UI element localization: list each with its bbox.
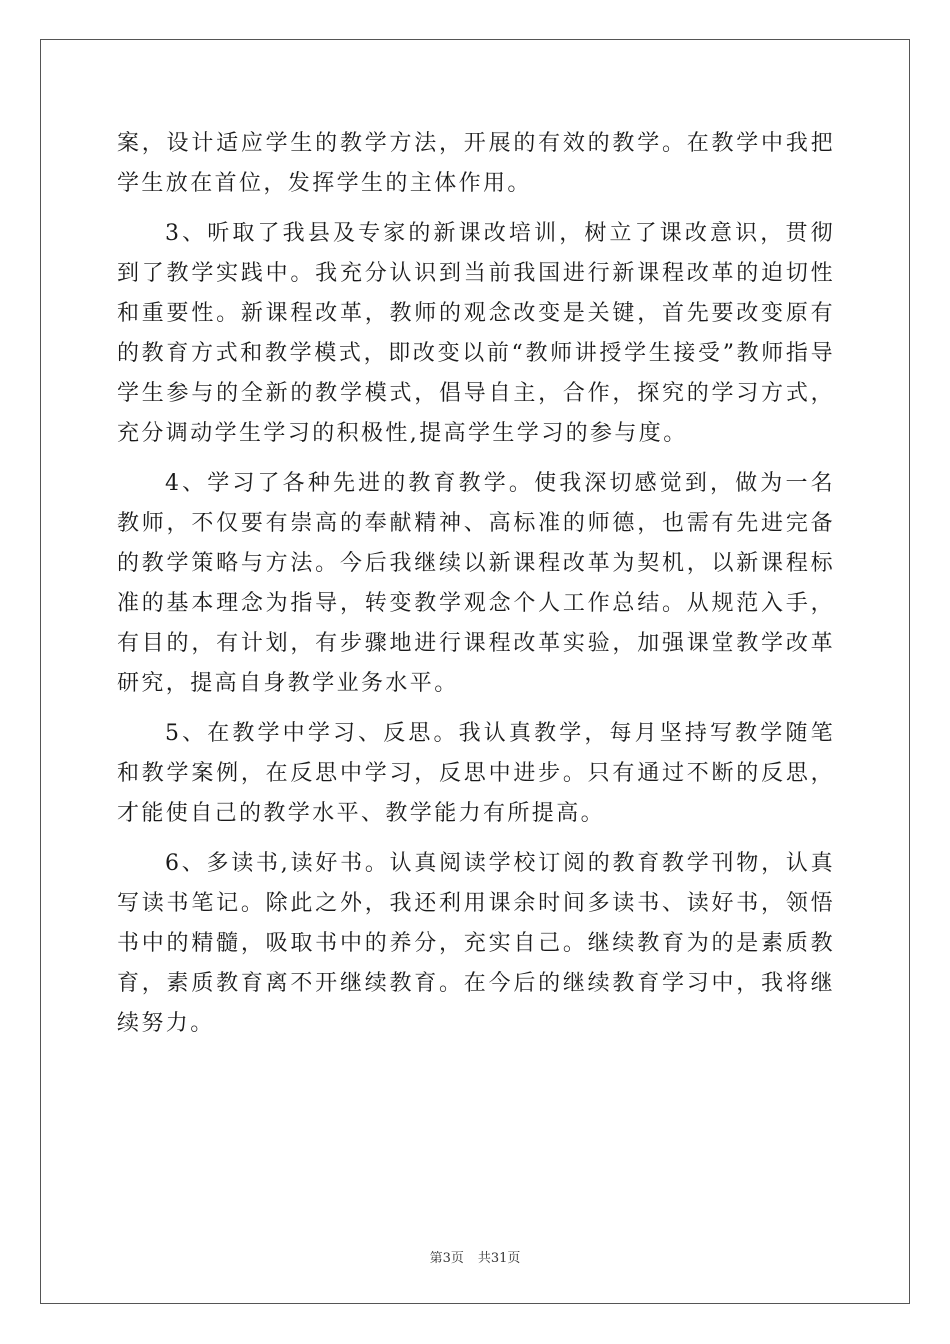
paragraph-3: 4、学习了各种先进的教育教学。使我深切感觉到，做为一名教师，不仅要有崇高的奉献精神、高标准的师德，也需有先进完备的教学策略与方法。今后我继续以新课程改革为契机，以新课程标准的基本理念为指导，转变教学观念个人工作总结。从规范入手，有目的，有计划，有步骤地进行课程改革实验，加强课堂教学改革研究，提高自身教学业务水平。	[117, 471, 835, 696]
page-total: 共31页	[477, 1251, 521, 1266]
paragraph-4: 5、在教学中学习、反思。我认真教学，每月坚持写教学随笔和教学案例，在反思中学习，反思中进步。只有通过不断的反思，才能使自己的教学水平、教学能力有所提高。	[117, 721, 835, 826]
paragraph-1: 案，设计适应学生的教学方法，开展的有效的教学。在教学中我把学生放在首位，发挥学生的主体作用。	[117, 131, 835, 196]
page-number: 第3页	[429, 1251, 464, 1266]
document-body	[117, 124, 835, 1054]
page-footer	[0, 1247, 950, 1266]
paragraph-5: 6、多读书,读好书。认真阅读学校订阅的教育教学刊物，认真写读书笔记。除此之外，我还利用课余时间多读书、读好书，领悟书中的精髓，吸取书中的养分，充实自己。继续教育为的是素质教育，素质教育离不开继续教育。在今后的继续教育学习中，我将继续努力。	[117, 851, 835, 1036]
paragraph-2: 3、听取了我县及专家的新课改培训，树立了课改意识，贯彻到了教学实践中。我充分认识到当前我国进行新课程改革的迫切性和重要性。新课程改革，教师的观念改变是关键，首先要改变原有的教育方式和教学模式，即改变以前“教师讲授学生接受”教师指导学生参与的全新的教学模式，倡导自主，合作，探究的学习方式，充分调动学生学习的积极性,提高学生学习的参与度。	[117, 221, 835, 446]
